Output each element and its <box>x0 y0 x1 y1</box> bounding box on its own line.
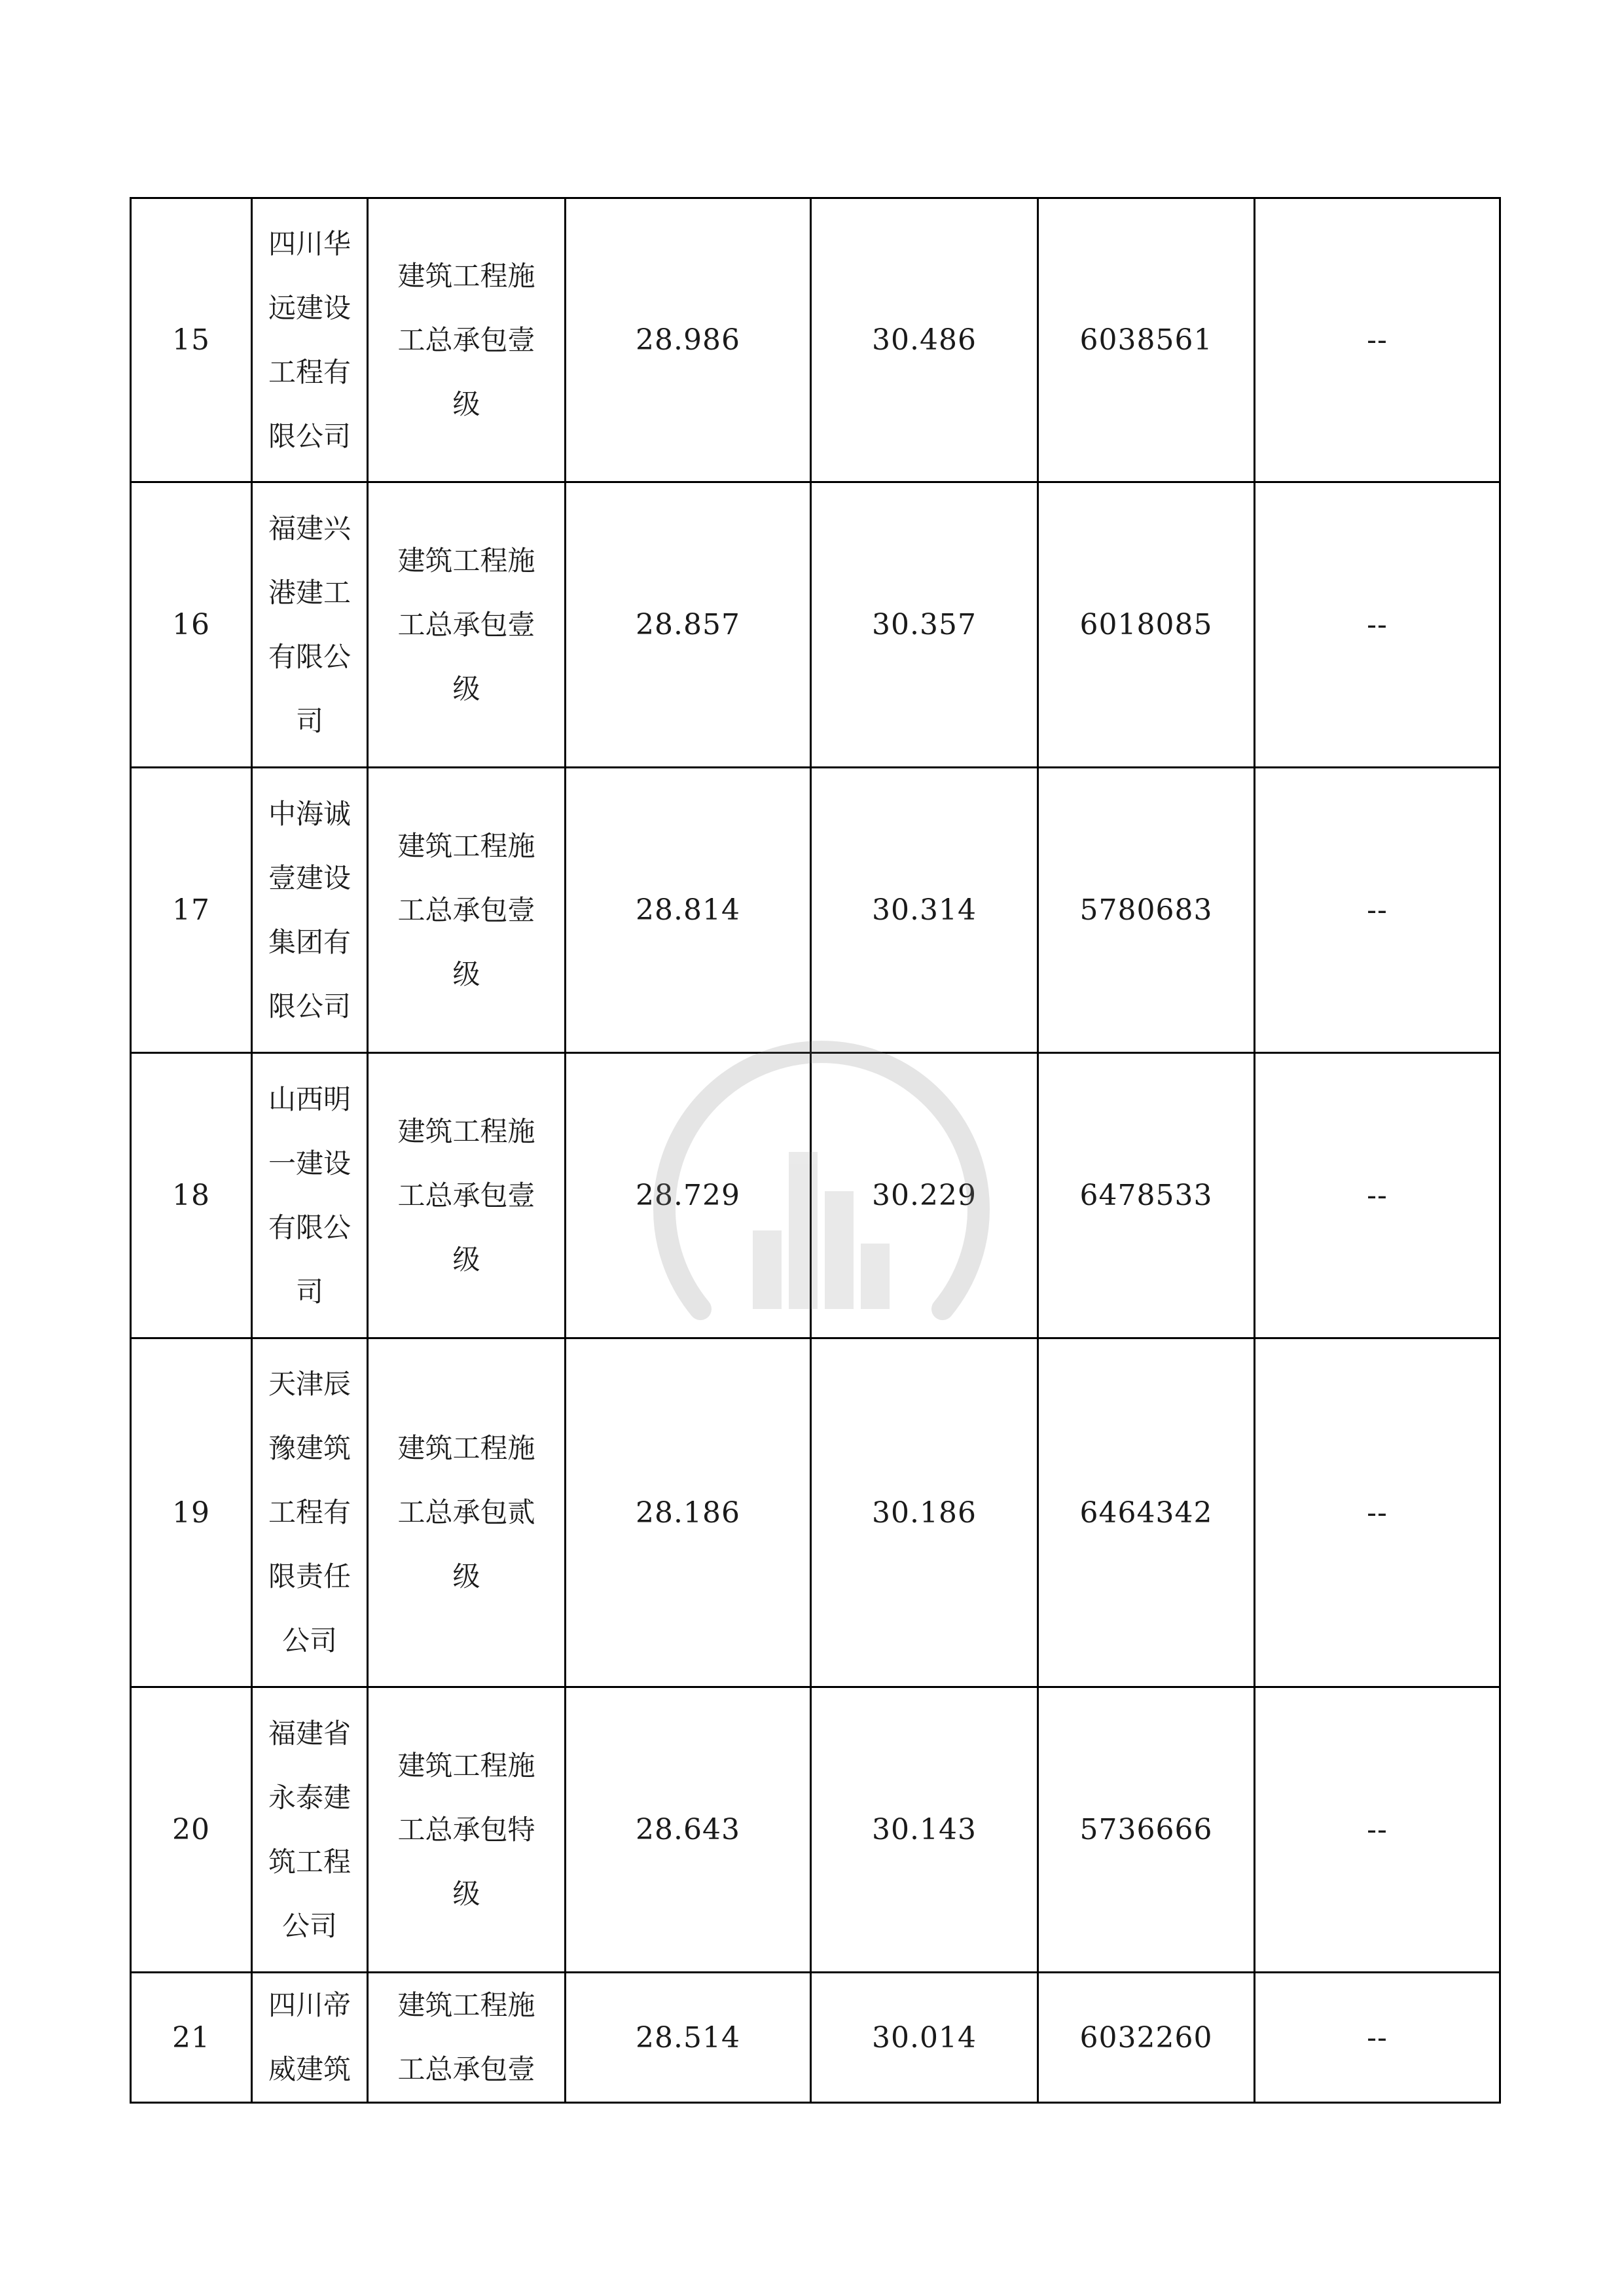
qualification: 建筑工程施工总承包特级 <box>368 1687 566 1973</box>
company-name: 山西明一建设有限公司 <box>252 1053 368 1338</box>
remark: -- <box>1255 1687 1500 1973</box>
table-row <box>131 1973 1500 2103</box>
bid-price: 6038561 <box>1038 198 1255 482</box>
score-b: 30.229 <box>811 1053 1038 1338</box>
bid-price: 6032260 <box>1038 1973 1255 2103</box>
qualification: 建筑工程施工总承包壹级 <box>368 482 566 768</box>
remark: -- <box>1255 1973 1500 2103</box>
score-a: 28.514 <box>566 1973 811 2103</box>
score-a: 28.186 <box>566 1338 811 1687</box>
score-b: 30.186 <box>811 1338 1038 1687</box>
bid-results-table <box>130 197 1501 2104</box>
table-row <box>131 198 1500 482</box>
score-a: 28.643 <box>566 1687 811 1973</box>
row-number: 16 <box>131 482 252 768</box>
score-b: 30.314 <box>811 768 1038 1053</box>
table-row <box>131 768 1500 1053</box>
company-name: 四川帝威建筑 <box>252 1973 368 2103</box>
row-number: 17 <box>131 768 252 1053</box>
table-row <box>131 1687 1500 1973</box>
qualification: 建筑工程施工总承包壹 <box>368 1973 566 2103</box>
remark: -- <box>1255 482 1500 768</box>
bid-price: 6018085 <box>1038 482 1255 768</box>
table-row <box>131 1053 1500 1338</box>
qualification: 建筑工程施工总承包壹级 <box>368 768 566 1053</box>
bid-price: 5780683 <box>1038 768 1255 1053</box>
bid-price: 5736666 <box>1038 1687 1255 1973</box>
score-b: 30.014 <box>811 1973 1038 2103</box>
table-row <box>131 1338 1500 1687</box>
remark: -- <box>1255 768 1500 1053</box>
score-b: 30.486 <box>811 198 1038 482</box>
remark: -- <box>1255 1053 1500 1338</box>
remark: -- <box>1255 198 1500 482</box>
score-b: 30.143 <box>811 1687 1038 1973</box>
company-name: 四川华远建设工程有限公司 <box>252 198 368 482</box>
qualification: 建筑工程施工总承包贰级 <box>368 1338 566 1687</box>
score-a: 28.814 <box>566 768 811 1053</box>
company-name: 天津辰豫建筑工程有限责任公司 <box>252 1338 368 1687</box>
bid-price: 6478533 <box>1038 1053 1255 1338</box>
qualification: 建筑工程施工总承包壹级 <box>368 198 566 482</box>
score-a: 28.857 <box>566 482 811 768</box>
score-a: 28.986 <box>566 198 811 482</box>
row-number: 20 <box>131 1687 252 1973</box>
company-name: 福建兴港建工有限公司 <box>252 482 368 768</box>
bid-price: 6464342 <box>1038 1338 1255 1687</box>
row-number: 19 <box>131 1338 252 1687</box>
score-b: 30.357 <box>811 482 1038 768</box>
table-row <box>131 482 1500 768</box>
row-number: 18 <box>131 1053 252 1338</box>
row-number: 21 <box>131 1973 252 2103</box>
row-number: 15 <box>131 198 252 482</box>
company-name: 中海诚壹建设集团有限公司 <box>252 768 368 1053</box>
qualification: 建筑工程施工总承包壹级 <box>368 1053 566 1338</box>
remark: -- <box>1255 1338 1500 1687</box>
company-name: 福建省永泰建筑工程公司 <box>252 1687 368 1973</box>
score-a: 28.729 <box>566 1053 811 1338</box>
